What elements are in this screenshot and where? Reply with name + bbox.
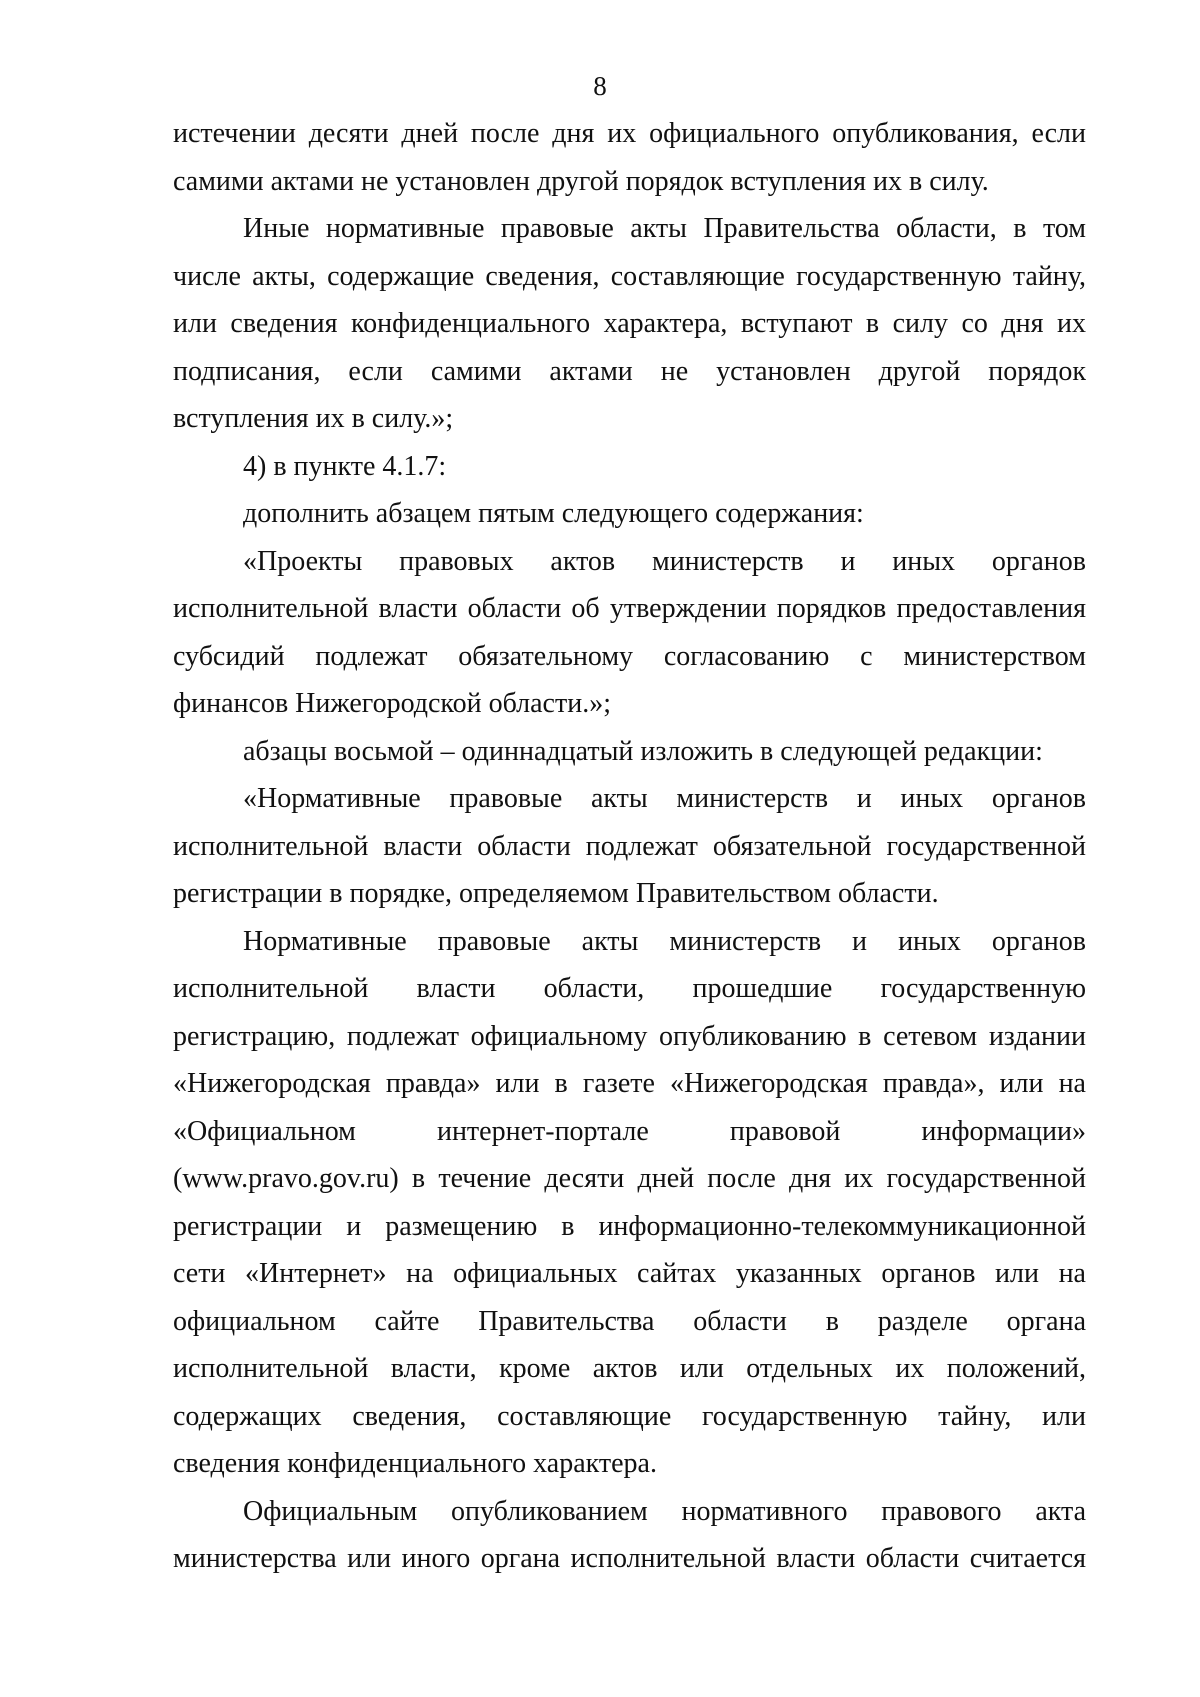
text-line: финансов Нижегородской области.»; xyxy=(173,688,611,719)
text-line: самими актами не установлен другой порядок вступления их в силу. xyxy=(173,165,989,197)
text-line: исполнительной власти области, прошедшие государственную xyxy=(173,973,1086,1004)
text-line: регистрации в порядке, определяемом Правительством области. xyxy=(173,878,939,909)
text-line: «Официальном интернет-портале правовой информации» xyxy=(173,1115,1086,1147)
text-line: исполнительной власти области подлежат обязательной государственной xyxy=(173,830,1086,862)
text-line: дополнить абзацем пятым следующего содержания: xyxy=(243,498,864,529)
text-line: «Нижегородская правда» или в газете «Нижегородская правда», или на xyxy=(173,1068,1086,1099)
text-line: Официальным опубликованием нормативного правового акта xyxy=(243,1495,1086,1527)
text-line: Нормативные правовые акты министерств и иных органов xyxy=(243,925,1086,957)
text-line: министерства или иного органа исполнительной власти области считается xyxy=(173,1543,1086,1574)
text-line: (www.pravo.gov.ru) в течение десяти дней после дня их государственной xyxy=(173,1163,1086,1194)
text-line: «Нормативные правовые акты министерств и иных органов xyxy=(243,783,1086,814)
page-number: 8 xyxy=(593,71,607,101)
text-line: вступления их в силу.»; xyxy=(173,403,454,434)
text-line: числе акты, содержащие сведения, составляющие государственную тайну, xyxy=(173,260,1086,292)
text-line: 4) в пункте 4.1.7: xyxy=(243,450,447,482)
text-line: исполнительной власти области об утверждении порядков предоставления xyxy=(173,593,1086,624)
text-line: сведения конфиденциального характера. xyxy=(173,1448,657,1479)
text-line: официальном сайте Правительства области в разделе органа xyxy=(173,1305,1086,1337)
text-line: Иные нормативные правовые акты Правительства области, в том xyxy=(243,213,1086,244)
text-line: сети «Интернет» на официальных сайтах указанных органов или на xyxy=(173,1258,1086,1289)
text-line: субсидий подлежат обязательному согласованию с министерством xyxy=(173,640,1086,672)
document-body xyxy=(173,110,1086,1583)
text-line: истечении десяти дней после дня их официального опубликования, если xyxy=(173,118,1086,149)
text-line: подписания, если самими актами не установлен другой порядок xyxy=(173,355,1086,387)
text-line: содержащих сведения, составляющие государственную тайну, или xyxy=(173,1400,1086,1432)
text-line: «Проекты правовых актов министерств и иных органов xyxy=(243,545,1086,577)
text-line: исполнительной власти, кроме актов или отдельных их положений, xyxy=(173,1353,1086,1384)
text-line: регистрацию, подлежат официальному опубликованию в сетевом издании xyxy=(173,1020,1086,1052)
text-line: регистрации и размещению в информационно-телекоммуникационной xyxy=(173,1210,1086,1242)
text-line: абзацы восьмой – одиннадцатый изложить в следующей редакции: xyxy=(243,735,1043,767)
text-line: или сведения конфиденциального характера, вступают в силу со дня их xyxy=(173,308,1086,339)
